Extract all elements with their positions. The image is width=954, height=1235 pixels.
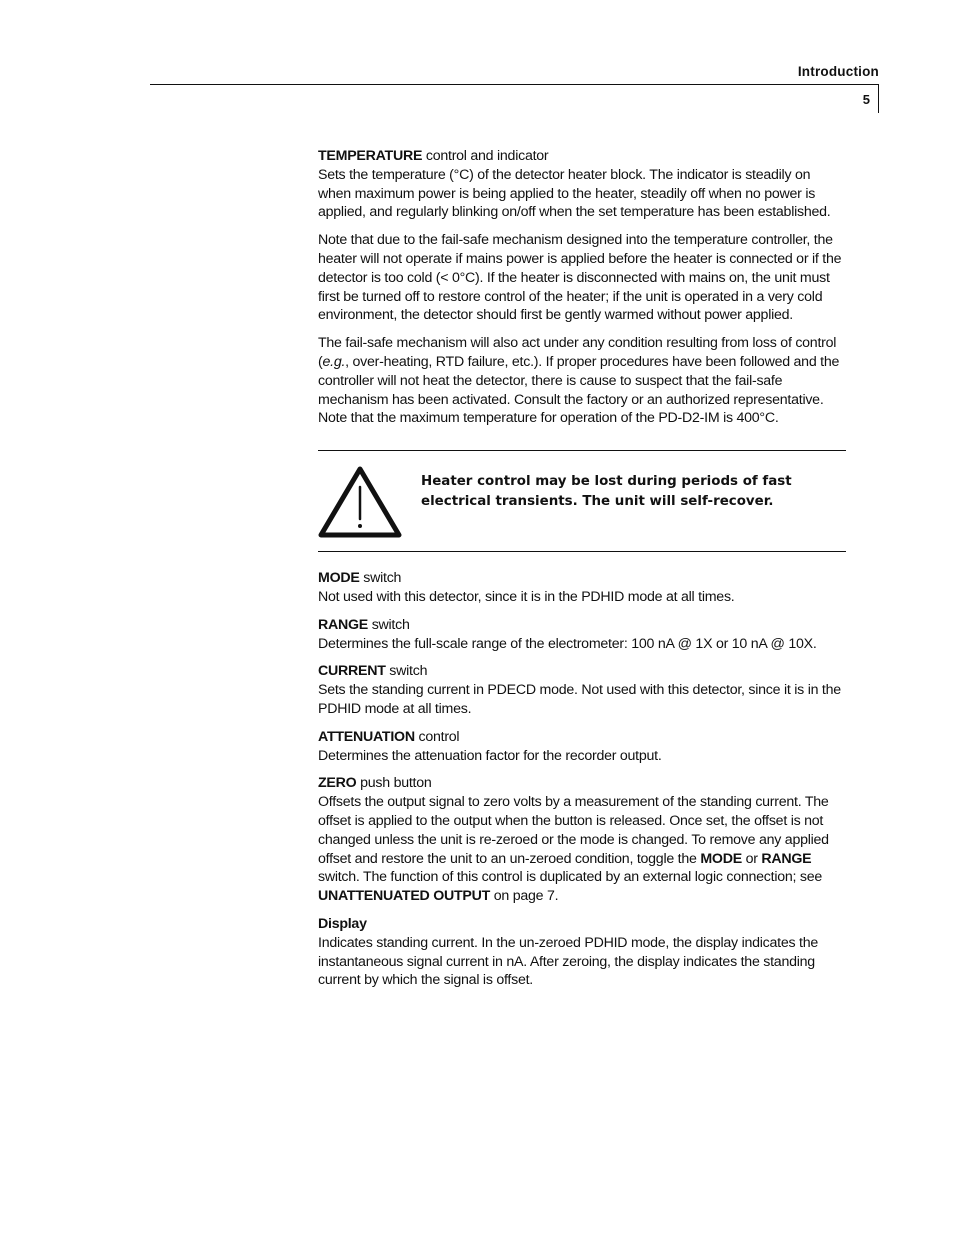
- main-content: [318, 147, 846, 999]
- failsafe-paragraph: [318, 334, 846, 428]
- failsafe-text-2: , over-heating, RTD failure, etc.). If proper procedures have been followed and the controller will not heat the detector, there is cause to suspect that the fail-safe mechanism has been activated. Consult the factory or an authorized representative. Note that the maximum temperature for operation of the PD-D2-IM is 400°C.: [318, 353, 840, 427]
- failsafe-italic: e.g.: [322, 353, 346, 370]
- page-number: 5: [862, 92, 870, 107]
- current-term-suffix: switch: [385, 663, 428, 680]
- current-heading: [318, 662, 846, 681]
- temperature-entry: [318, 147, 846, 222]
- zero-range-ref: RANGE: [761, 850, 812, 867]
- zero-term: ZERO: [318, 775, 357, 792]
- display-entry: [318, 915, 846, 990]
- mode-term: MODE: [318, 570, 360, 587]
- attenuation-term: ATTENUATION: [318, 728, 415, 745]
- failsafe-text-1: The fail-safe mechanism will also act under any condition resulting from loss of control (: [318, 335, 837, 370]
- zero-entry: [318, 774, 846, 906]
- warning-box: [318, 450, 846, 552]
- mode-term-suffix: switch: [359, 570, 402, 587]
- attenuation-heading: [318, 728, 846, 747]
- zero-description-2: switch. The function of this control is duplicated by an external logic connection; see: [318, 869, 823, 886]
- current-term: CURRENT: [318, 663, 386, 680]
- current-entry: [318, 662, 846, 718]
- unattenuated-output-ref: UNATTENUATED OUTPUT: [318, 888, 491, 905]
- attenuation-description: Determines the attenuation factor for the recorder output.: [318, 747, 662, 764]
- display-heading: Display: [318, 915, 367, 932]
- range-description: Determines the full-scale range of the electrometer: 100 nA @ 1X or 10 nA @ 10X.: [318, 635, 817, 652]
- range-entry: [318, 616, 846, 654]
- section-title: Introduction: [797, 64, 879, 79]
- temperature-term-suffix: control and indicator: [422, 148, 549, 164]
- mode-entry: [318, 569, 846, 607]
- range-term: RANGE: [318, 616, 368, 633]
- zero-mode-ref: MODE: [700, 850, 742, 867]
- range-heading: [318, 616, 846, 635]
- current-description: Sets the standing current in PDECD mode. Not used with this detector, since it is in the PDHID mode at all times.: [318, 682, 841, 717]
- zero-or: or: [741, 850, 762, 867]
- temperature-note: Note that due to the fail-safe mechanism designed into the temperature controller, the heater will not operate if mains power is applied before the heater is connected or if the detector is too cold (< 0°C). If the heater is disconnected with mains on, the unit must first be turned off to restore control of the heater; if the unit is operated in a very cold environment, the detector should first be gently warmed without power applied.: [318, 232, 842, 324]
- zero-heading: [318, 774, 846, 793]
- zero-description-3: on page 7.: [490, 888, 559, 905]
- mode-description: Not used with this detector, since it is in the PDHID mode at all times.: [318, 588, 735, 605]
- temperature-heading: [318, 147, 846, 166]
- temperature-description: Sets the temperature (°C) of the detector heater block. The indicator is steadily on when maximum power is being applied to the heater, steadily off when no power is applied, and regularly blinking on/off when the set temperature has been established.: [318, 166, 831, 221]
- attenuation-entry: [318, 728, 846, 766]
- page-number-tick: [878, 84, 879, 113]
- warning-text: Heater control may be lost during periods of fast electrical transients. The unit will self-recover.: [421, 474, 792, 509]
- display-description: Indicates standing current. In the un-zeroed PDHID mode, the display indicates the instantaneous signal current in nA. After zeroing, the display indicates the standing current by which the signal is offset.: [318, 934, 818, 989]
- zero-description-1: Offsets the output signal to zero volts by a measurement of the standing current. The offset is applied to the output when the button is released. Once set, the offset is not changed unless the unit is re-zeroed or the mode is changed. To remove any applied offset and restore the unit to an un-zeroed condition, toggle the: [318, 794, 829, 867]
- attenuation-term-suffix: control: [414, 728, 460, 745]
- header-rule: [150, 84, 879, 85]
- zero-term-suffix: push button: [356, 775, 432, 792]
- warning-triangle-icon: [318, 465, 402, 539]
- mode-heading: [318, 569, 846, 588]
- range-term-suffix: switch: [368, 616, 410, 633]
- temperature-term: TEMPERATURE: [318, 148, 423, 164]
